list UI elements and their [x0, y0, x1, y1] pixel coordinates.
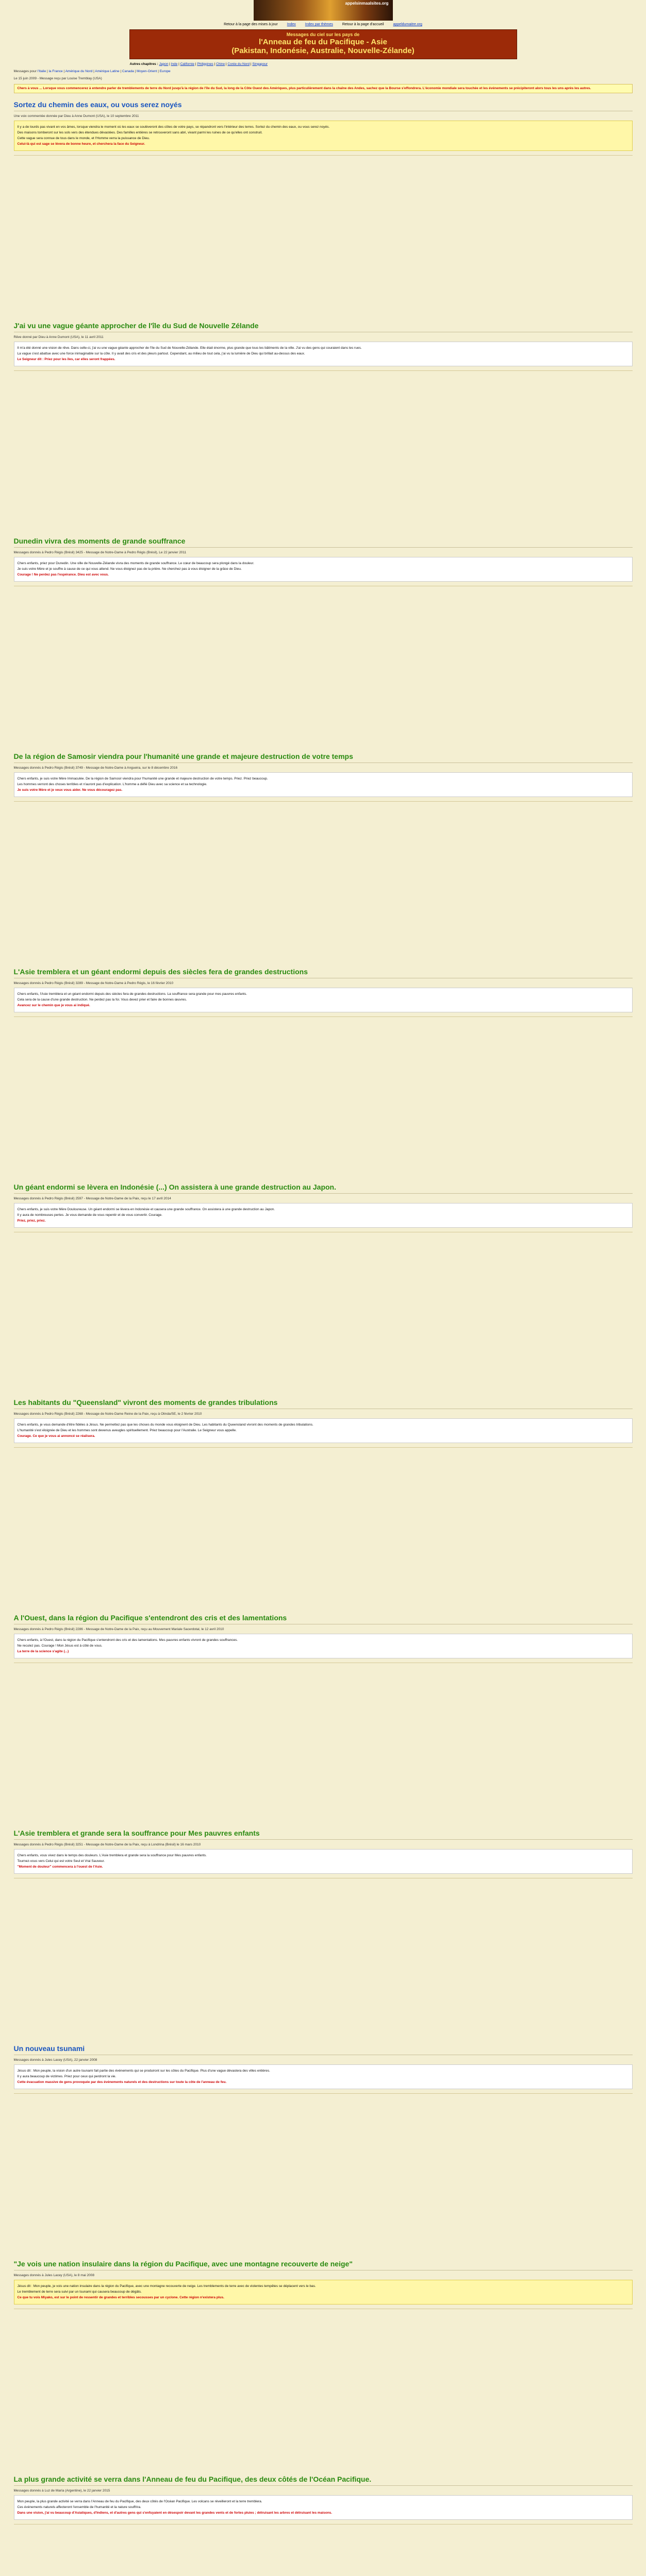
- message-highlight: Je suis votre Mère et je veux vous aider. Ne vous découragez pas.: [17, 788, 123, 792]
- top-nav: [0, 21, 646, 29]
- section-source: Messages donnés à Pedro Régis (Brésil) 2597 - Message de Notre-Dame de la Paix, reçu le 17 avril 2014: [13, 1196, 171, 1200]
- message-paragraph: Je suis votre Mère et je souffre à cause de ce qui vous attend. Ne vous éloignez pas de la prière. Ne cherchez pas à vous éloigner de la grâce de Dieu.: [17, 567, 242, 571]
- message-section: [14, 100, 633, 314]
- section-divider: [14, 2093, 633, 2094]
- message-box: [14, 342, 633, 366]
- breadcrumb-link-moyen-orient[interactable]: Moyen-Orient: [137, 69, 157, 73]
- message-paragraph: Ces événements naturels affecteront l'ensemble de l'humanité et la nature souffrira.: [17, 2505, 141, 2509]
- section-source: Messages donnés à Pedro Régis (Brésil) 3425 - Message de Notre-Dame à Pedro Régis (Brésil), Le 22 janvier 2011: [13, 550, 187, 554]
- message-highlight: Avancez sur le chemin que je vous ai indiqué.: [17, 1004, 90, 1007]
- message-paragraph: Chers enfants, je vous demande d'être fidèles à Jésus. Ne permettez pas que les choses du monde vous éloignent de Dieu. Les habitants du Queensland vivront des moments de grandes tribulations.: [17, 1422, 313, 1427]
- message-section: [14, 1398, 633, 1606]
- site-name: appelsinmaalsites.org: [345, 1, 389, 6]
- section-spacer: [14, 1021, 633, 1176]
- breadcrumb-link-canada[interactable]: Canada: [122, 69, 134, 73]
- message-box: [14, 988, 633, 1012]
- breadcrumb: Messages pour l'Italie | la France | Amérique du Nord | Amérique Latine | Canada | Moyen-Orient | Europe: [13, 69, 171, 73]
- message-paragraph: Il m'a été donné une vision de rêve. Dans celle-ci, j'ai vu une vague géante approcher de l'île du Sud de Nouvelle-Zélande. Elle était énorme, plus grande que tous les bâtiments de la ville. J'ai vu des gens qui couraient dans les rues.: [17, 346, 362, 350]
- message-section: [14, 968, 633, 1176]
- section-source: Messages donnés à Pedro Régis (Brésil) 2286 - Message de Notre-Dame de la Paix, reçu au Mouvement Mariale Sacerdotal, le 12 avril 2010: [13, 1627, 224, 1631]
- section-title: A l'Ouest, dans la région du Pacifique s'entendront des cris et des lamentations: [14, 1614, 633, 1624]
- section-source: Rêve donné par Dieu à Anne Dumont (USA), le 11 avril 2011: [13, 335, 104, 339]
- section-title: Un nouveau tsunami: [14, 2044, 633, 2055]
- chapter-link-inde[interactable]: Inde: [171, 62, 178, 66]
- section-source: Messages donnés à Pedro Régis (Brésil) 3289 - Message de Notre-Dame à Pedro Régis, le 16 février 2010: [13, 981, 174, 985]
- message-highlight: La terre de la science s'agite (...): [17, 1650, 69, 1653]
- message-paragraph: Il y aura beaucoup de victimes. Priez pour ceux qui perdront la vie.: [17, 2074, 117, 2078]
- section-spacer: [14, 375, 633, 530]
- section-source: Messages donnés à Jules Lacey (USA), le 8 mai 2008: [13, 2273, 94, 2277]
- message-box: [14, 772, 633, 797]
- section-divider: [14, 155, 633, 156]
- message-section: [14, 321, 633, 530]
- breadcrumb-link-italie[interactable]: l'Italie: [37, 69, 46, 73]
- chapter-link-singapour[interactable]: Singapour: [252, 62, 268, 66]
- message-highlight: Le Seigneur dit : Priez pour les îles, car elles seront frappées.: [17, 358, 115, 361]
- section-spacer: [14, 1236, 633, 1391]
- section-title: De la région de Samosir viendra pour l'humanité une grande et majeure destruction de votre temps: [14, 752, 633, 763]
- message-paragraph: Jésus dit : Mon peuple, la vision d'un autre tsunami fait partie des événements qui se produiront sur les côtes du Pacifique. Plus d'une vague dévastera des villes entières.: [17, 2069, 270, 2073]
- section-spacer: [14, 1883, 633, 2037]
- section-title: Un géant endormi se lèvera en Indonésie (...) On assistera à une grande destruction au Japon.: [14, 1183, 633, 1194]
- message-paragraph: Les hommes verront des choses terribles et n'auront pas d'explication. L'homme a défié Dieu avec sa science et sa technologie.: [17, 782, 207, 786]
- message-section: [14, 2260, 633, 2468]
- message-highlight: Ce que tu vois Miyako, est sur le point de ressentir de grandes et terribles secousses par un cyclone. Cette région n'existera plus.: [17, 2296, 224, 2299]
- message-paragraph: Chers enfants, l'Asie tremblera et un géant endormi depuis des siècles fera de grandes destructions. La souffrance sera grande pour mes pauvres enfants.: [17, 992, 247, 996]
- message-paragraph: Mon peuple, la plus grande activité se verra dans l'Anneau de feu du Pacifique, des deux côtés de l'Océan Pacifique. Les volcans se réveilleront et la terre tremblera.: [17, 2499, 262, 2503]
- intro-box: [14, 84, 633, 93]
- section-spacer: [14, 2313, 633, 2468]
- section-spacer: [14, 160, 633, 314]
- index-link[interactable]: Index: [287, 23, 296, 26]
- message-section: [14, 1183, 633, 1391]
- message-box: [14, 2280, 633, 2304]
- message-paragraph: Il y aura de nombreuses pertes. Je vous demande de vous repentir et de vous convertir. Courage.: [17, 1213, 162, 1217]
- message-box: [14, 2495, 633, 2520]
- breadcrumb-label: Messages pour: [13, 69, 37, 73]
- header-image: [254, 0, 393, 21]
- site-link[interactable]: appeldumaitre.org: [393, 23, 422, 26]
- message-paragraph: Chers enfants, je suis votre Mère Douloureuse. Un géant endormi se lèvera en Indonésie et causera une grande souffrance. On assistera à une grande destruction au Japon.: [17, 1207, 275, 1211]
- message-paragraph: Des maisons tomberont sur les sols vers des étendues dévastées. Des familles entières se retrouveront sans abri, vivant parmi les ruines de ce qu'elles ont construit.: [17, 130, 263, 134]
- message-paragraph: L'humanité s'est éloignée de Dieu et les hommes sont devenus aveugles spirituellement. Priez beaucoup pour l'Australie. Le Seigneur vous appelle.: [17, 1428, 237, 1432]
- chapter-link-philippines[interactable]: Philippines: [197, 62, 213, 66]
- back-link[interactable]: Retour à la page des mises à jour: [224, 23, 278, 26]
- section-spacer: [14, 2098, 633, 2252]
- general-index-link[interactable]: Index par thèmes: [305, 23, 333, 26]
- section-title: Dunedin vivra des moments de grande souffrance: [14, 537, 633, 548]
- message-box: [14, 1634, 633, 1658]
- section-title: L'Asie tremblera et un géant endormi depuis des siècles fera de grandes destructions: [14, 968, 633, 978]
- message-paragraph: Tournez-vous vers Celui qui est votre Seul et Vrai Sauveur.: [17, 1859, 105, 1863]
- section-title: La plus grande activité se verra dans l'Anneau de feu du Pacifique, des deux côtés de l'Océan Pacifique.: [14, 2475, 633, 2486]
- message-section: [14, 537, 633, 745]
- section-source: Messages donnés à Pedro Régis (Brésil) 3749 - Message de Notre-Dame à Angueira, sur le 8 décembre 2016: [13, 766, 178, 770]
- chapters-nav: Autres chapitres : Japon | Inde | Californie | Philippines | Chine | Corée du Nord | Singapour: [129, 62, 268, 66]
- section-title: "Je vois une nation insulaire dans la région du Pacifique, avec une montagne recouverte de neige": [14, 2260, 633, 2270]
- section-divider: [14, 1447, 633, 1448]
- message-box: [14, 1849, 633, 1874]
- message-highlight: "Moment de douleur" commencera à l'ouest de l'Asie.: [17, 1865, 103, 1869]
- section-spacer: [14, 590, 633, 745]
- section-title: Les habitants du "Queensland" vivront des moments de grandes tribulations: [14, 1398, 633, 1409]
- breadcrumb-link-amerique-nord[interactable]: Amérique du Nord: [65, 69, 93, 73]
- message-paragraph: Cette vague sera connue de tous dans le monde, et l'Homme verra la puissance de Dieu.: [17, 136, 150, 140]
- hero-banner: [0, 0, 646, 21]
- intro-text: Chers à vous ... Lorsque vous commencerez à entendre parler de tremblements de terre du Nord jusqu'à la région de l'île du Sud, la long de la Côte Ouest des Amériques, plus particulièrement dans la chaîne des Andes, sachez que la Bourse s'effondrera. L'économie mondiale sera touchée et les événements se précipiteront alors tous les uns après les autres.: [17, 86, 591, 90]
- section-spacer: [14, 2529, 633, 2576]
- message-section: [14, 1614, 633, 1822]
- section-spacer: [14, 1667, 633, 1822]
- section-title: J'ai vu une vague géante approcher de l'île du Sud de Nouvelle Zélande: [14, 321, 633, 332]
- message-box: [14, 557, 633, 582]
- message-box: [14, 2064, 633, 2089]
- section-source: Messages donnés à Luz de María (Argentine), le 22 janvier 2015: [13, 2488, 110, 2493]
- message-section: [14, 752, 633, 960]
- chapter-link-chine[interactable]: Chine: [216, 62, 225, 66]
- section-divider: [14, 801, 633, 802]
- message-section: [14, 2044, 633, 2252]
- section-source: Messages donnés à Pedro Régis (Brésil) 3251 - Message de Notre-Dame de la Paix, reçu à Londrina (Brésil) le 16 mars 2010: [13, 1842, 201, 1846]
- section-title: Sortez du chemin des eaux, ou vous serez noyés: [14, 100, 633, 111]
- message-paragraph: Cela sera de la cause d'une grande destruction. Ne perdez pas la foi. Vous devez prier et faire de bonnes œuvres.: [17, 997, 187, 1002]
- message-section: [14, 1829, 633, 2037]
- message-paragraph: Ne reculez pas. Courage ! Mon Jésus est à côté de vous.: [17, 1643, 103, 1648]
- message-highlight: Dans une vision, j'ai vu beaucoup d'Asiatiques, d'Indiens, et d'autres gens qui s'enfuyaient en désespoir devant les grandes vents et de fortes pluies ; détruisant les arbres et détruisant les maisons.: [17, 2511, 333, 2515]
- message-box: [14, 1203, 633, 1228]
- section-divider: [14, 1016, 633, 1017]
- section-source: Une voix commentée donnée par Dieu à Anne Dumont (USA), le 10 septembre 2011: [13, 114, 139, 118]
- chapter-link-coree[interactable]: Corée du Nord: [227, 62, 250, 66]
- chapter-link-japon[interactable]: Japon: [159, 62, 169, 66]
- message-paragraph: Le tremblement de terre sera suivi par un tsunami qui causera beaucoup de dégâts.: [17, 2290, 142, 2294]
- message-box: [14, 121, 633, 151]
- section-spacer: [14, 1452, 633, 1606]
- section-title: L'Asie tremblera et grande sera la souffrance pour Mes pauvres enfants: [14, 1829, 633, 1840]
- message-highlight: Courage ! Ne perdez pas l'espérance. Dieu est avec vous.: [17, 573, 109, 577]
- page-title: l'Anneau de feu du Pacifique - Asie: [259, 38, 387, 46]
- chapters-label: Autres chapitres :: [129, 62, 158, 66]
- message-highlight: Priez, priez, priez.: [17, 1219, 46, 1223]
- message-paragraph: Chers enfants, je suis votre Mère Immaculée. De la région de Samosir viendra pour l'humanité une grande et majeure destruction de votre temps. Priez. Priez beaucoup.: [17, 776, 268, 781]
- message-paragraph: La vague s'est abattue avec une force inimaginable sur la côte. Il y avait des cris et des pleurs partout. Cependant, au milieu de tout cela, j'ai vu la lumière de Dieu qui brillait au-dessus des eaux.: [17, 351, 305, 355]
- message-paragraph: Jésus dit : Mon peuple, je vois une nation insulaire dans la région du Pacifique, avec une montagne recouverte de neige. Les tremblements de terre avec de violentes tempêtes se déplacent vers le bas.: [17, 2284, 316, 2288]
- main-content: [14, 70, 633, 2576]
- breadcrumb-link-europe[interactable]: Europe: [159, 69, 171, 73]
- banner-subtitle: Messages du ciel sur les pays de: [286, 31, 360, 37]
- message-paragraph: Chers enfants, priez pour Dunedin. Une ville de Nouvelle-Zélande vivra des moments de grande souffrance. Le cœur de beaucoup sera plongé dans la douleur.: [17, 561, 254, 565]
- home-link[interactable]: Retour à la page d'accueil: [342, 23, 384, 26]
- message-box: [14, 1418, 633, 1443]
- message-paragraph: Chers enfants, vous vivez dans le temps des douleurs. L'Asie tremblera et grande sera la souffrance pour Mes pauvres enfants.: [17, 1853, 207, 1857]
- message-section: [14, 2475, 633, 2576]
- section-divider: [14, 370, 633, 371]
- page-title-countries: (Pakistan, Indonésie, Australie, Nouvelle-Zélande): [231, 46, 415, 56]
- breadcrumb-link-amerique-latine[interactable]: Amérique Latine: [95, 69, 120, 73]
- message-highlight: Celui-là qui est sage se lèvera de bonne heure, et cherchera la face du Seigneur.: [17, 142, 145, 146]
- intro-date: Le 15 juin 2009 - Message reçu par Louise Tremblay (USA): [13, 76, 102, 80]
- message-paragraph: Il y a de lourds pas vivant en vos âmes, lorsque viendra le moment où les eaux se soulèveront des côtes de votre pays, se répandront vers l'intérieur des terres. Sortez du chemin des eaux, ou vous serez noyés.: [17, 125, 330, 129]
- chapter-link-californie[interactable]: Californie: [180, 62, 195, 66]
- page-banner: [129, 29, 517, 59]
- message-highlight: Courage. Ce que je vous ai annoncé se réalisera.: [17, 1434, 95, 1438]
- section-source: Messages donnés à Pedro Régis (Brésil) 2268 - Message de Notre-Dame Reine de la Paix, reçu à Olinda/SE, le 2 février 2010: [13, 1412, 202, 1416]
- section-spacer: [14, 806, 633, 960]
- section-source: Messages donnés à Jules Lacey (USA), 22 janvier 2008: [13, 2058, 97, 2062]
- message-paragraph: Chers enfants, à l'Ouest, dans la région du Pacifique s'entendront des cris et des lamentations. Mes pauvres enfants vivront de grandes souffrances.: [17, 1638, 238, 1642]
- breadcrumb-link-france[interactable]: la France: [48, 69, 63, 73]
- message-highlight: Cette évacuation massive de gens provoquée par des événements naturels et des destructions sur toute la côte de l'anneau de feu.: [17, 2080, 227, 2084]
